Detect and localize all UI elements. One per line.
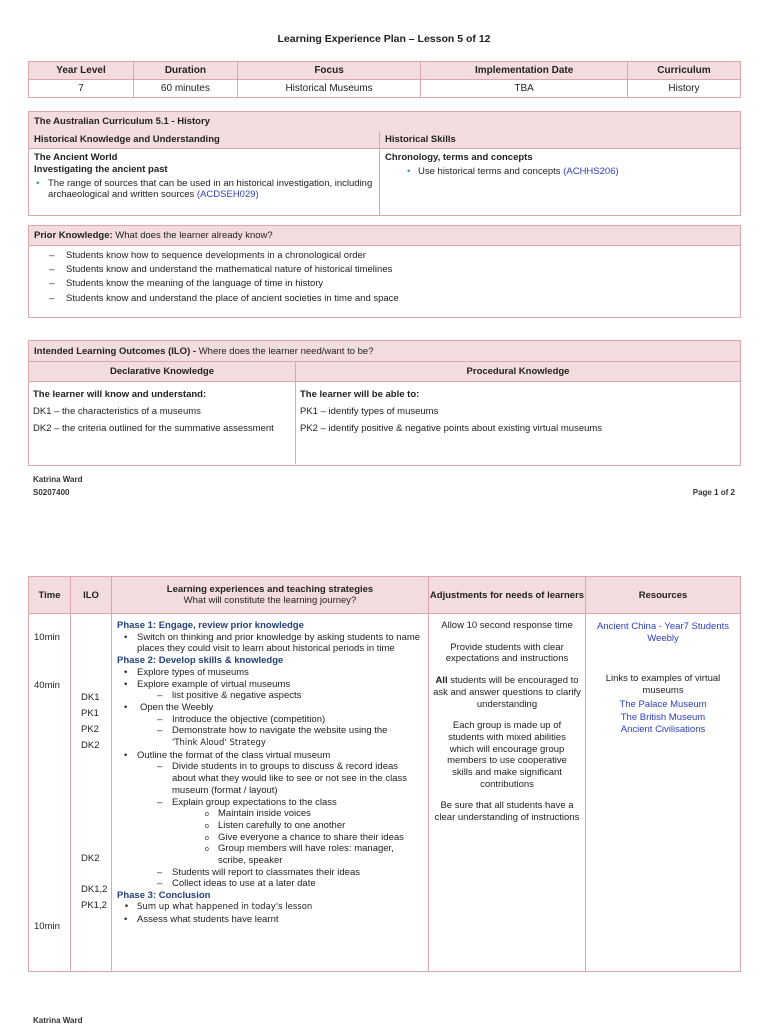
declarative-intro: The learner will know and understand: — [33, 389, 207, 400]
links-intro: Links to examples of virtual museums — [605, 673, 721, 697]
strategy-subitem: – Divide students in to groups to discuss & record ideas about what they would like to see or not see in the class museum (format / layout) — [117, 761, 424, 796]
header-strategies: Learning experiences and teaching strategies What will constitute the learning journey? — [112, 577, 429, 613]
prior-knowledge-label: Prior Knowledge: — [34, 230, 113, 241]
strategy-subitem: – Explain group expectations to the class — [117, 797, 424, 809]
prior-knowledge-section — [28, 225, 741, 318]
time-phase-3: 10min — [34, 921, 60, 932]
ancient-world-title: The Ancient World — [34, 152, 118, 163]
footer-student-id: S0207400 — [33, 488, 70, 497]
prior-knowledge-item: – Students know and understand the place of ancient societies in time and space — [49, 292, 740, 306]
value-implementation-date: TBA — [421, 80, 628, 98]
time-phase-1: 10min — [34, 632, 60, 643]
strategy-item: • Switch on thinking and prior knowledge by asking students to name places they could visit to learn about historical periods in time — [117, 632, 424, 655]
header-time: Time — [29, 577, 71, 613]
curriculum-section — [28, 111, 741, 216]
adjustments-column — [429, 614, 586, 971]
prior-knowledge-item: – Students know how to sequence developments in a chronological order — [49, 249, 740, 263]
lesson-summary-table — [28, 61, 741, 98]
footer-page-number: Page 1 of 2 — [692, 488, 735, 497]
strategy-subitem: – Introduce the objective (competition) — [117, 714, 424, 726]
header-implementation-date: Implementation Date — [421, 62, 628, 80]
header-curriculum: Curriculum — [627, 62, 740, 80]
weebly-link[interactable]: Ancient China - Year7 Students Weebly — [596, 621, 730, 644]
declarative-content — [29, 382, 296, 464]
strategy-item: • Sum up what happened in today's lesson — [117, 902, 424, 914]
knowledge-content — [29, 149, 380, 215]
phase-2-heading: Phase 2: Develop skills & knowledge — [117, 655, 284, 667]
ancient-civilisations-link[interactable]: Ancient Civilisations — [620, 724, 706, 736]
time-phase-2: 40min — [34, 680, 60, 691]
ilo-code: DK2 — [81, 740, 100, 751]
strategy-item: • Open the Weebly — [117, 702, 424, 714]
prior-knowledge-question: What does the learner already know? — [115, 230, 273, 241]
prior-knowledge-item: – Students know and understand the mathematical nature of historical timelines — [49, 263, 740, 277]
strategy-subitem: – Demonstrate how to navigate the website using the 'Think Aloud' Strategy — [117, 725, 424, 749]
procedural-heading: Procedural Knowledge — [466, 366, 570, 377]
expectation-item: o Listen carefully to one another — [117, 820, 424, 832]
ilo-code: DK1,2 — [81, 884, 108, 895]
british-museum-link[interactable]: The British Museum — [620, 711, 706, 723]
adjustment-item: Provide students with clear expectations and instructions — [445, 641, 569, 665]
skills-content — [380, 149, 740, 215]
pk1-outcome: PK1 – identify types of museums — [300, 406, 439, 417]
expectation-item: o Group members will have roles: manager, scribe, speaker — [117, 843, 424, 866]
strategy-subitem: – Students will report to classmates their ideas — [117, 867, 424, 879]
value-duration: 60 minutes — [133, 80, 237, 98]
knowledge-heading: Historical Knowledge and Understanding — [29, 131, 380, 148]
curriculum-heading: The Australian Curriculum 5.1 - History — [29, 112, 740, 131]
phase-3-heading: Phase 3: Conclusion — [117, 890, 211, 902]
strategies-column — [112, 614, 429, 971]
pk2-outcome: PK2 – identify positive & negative points about existing virtual museums — [300, 423, 603, 434]
time-column — [29, 614, 71, 971]
adjustment-item: Allow 10 second response time — [441, 620, 573, 631]
strategy-item: • Explore example of virtual museums — [117, 679, 424, 691]
value-focus: Historical Museums — [237, 80, 421, 98]
footer-author-page-2: Katrina Ward — [33, 1016, 83, 1024]
header-duration: Duration — [133, 62, 237, 80]
adjustment-item: All students will be encouraged to ask and answer questions to clarify understanding — [433, 675, 581, 710]
header-adjustments: Adjustments for needs of learners — [429, 577, 586, 613]
strategy-subitem: – list positive & negative aspects — [117, 690, 424, 702]
dk1-outcome: DK1 – the characteristics of a museums — [33, 406, 201, 417]
strategy-item: • Outline the format of the class virtual museum — [117, 750, 424, 762]
footer-author: Katrina Ward — [33, 475, 83, 484]
procedural-intro: The learner will be able to: — [300, 389, 420, 400]
adjustment-item: Each group is made up of students with mixed abilities which will encourage group members to use cooperative skills and make significant contributions — [447, 720, 567, 790]
ilo-column — [71, 614, 112, 971]
palace-museum-link[interactable]: The Palace Museum — [619, 698, 707, 710]
header-resources: Resources — [638, 589, 688, 601]
strategy-item: • Assess what students have learnt — [117, 914, 424, 926]
ilo-code: PK2 — [81, 724, 99, 735]
ilo-code: PK1,2 — [81, 900, 107, 911]
skills-heading: Historical Skills — [385, 134, 456, 145]
expectation-item: o Maintain inside voices — [117, 808, 424, 820]
skills-bullet: • Use historical terms and concepts (ACHHS206) — [385, 166, 735, 177]
acdseh029-link[interactable]: (ACDSEH029) — [196, 189, 259, 200]
header-ilo: ILO — [71, 577, 112, 613]
header-focus: Focus — [237, 62, 421, 80]
ilo-section — [28, 340, 741, 466]
learning-plan-table — [28, 576, 741, 972]
ilo-code: DK2 — [81, 853, 100, 864]
adjustment-item: Be sure that all students have a clear understanding of instructions — [434, 800, 580, 824]
value-year-level: 7 — [29, 80, 134, 98]
ilo-label: Intended Learning Outcomes (ILO) - — [34, 346, 197, 357]
knowledge-bullet: • The range of sources that can be used in an historical investigation, including archaeological and written sources (ACDSEH029) — [34, 178, 374, 200]
declarative-heading: Declarative Knowledge — [29, 362, 296, 381]
resources-column — [586, 614, 740, 971]
achhs206-link[interactable]: (ACHHS206) — [563, 166, 619, 177]
ilo-question: Where does the learner need/want to be? — [198, 346, 374, 357]
strategy-item: • Explore types of museums — [117, 667, 424, 679]
ilo-code: DK1 — [81, 692, 100, 703]
value-curriculum: History — [627, 80, 740, 98]
page-title: Learning Experience Plan – Lesson 5 of 12 — [277, 33, 491, 45]
prior-knowledge-item: – Students know the meaning of the language of time in history — [49, 277, 740, 291]
header-year-level: Year Level — [29, 62, 134, 80]
ilo-code: PK1 — [81, 708, 99, 719]
dk2-outcome: DK2 – the criteria outlined for the summative assessment — [33, 423, 274, 434]
chronology-title: Chronology, terms and concepts — [385, 152, 533, 163]
ancient-past-subtitle: Investigating the ancient past — [34, 164, 168, 175]
phase-1-heading: Phase 1: Engage, review prior knowledge — [117, 620, 304, 631]
procedural-content — [296, 382, 740, 464]
expectation-item: o Give everyone a chance to share their ideas — [117, 832, 424, 844]
strategy-subitem: – Collect ideas to use at a later date — [117, 878, 424, 890]
